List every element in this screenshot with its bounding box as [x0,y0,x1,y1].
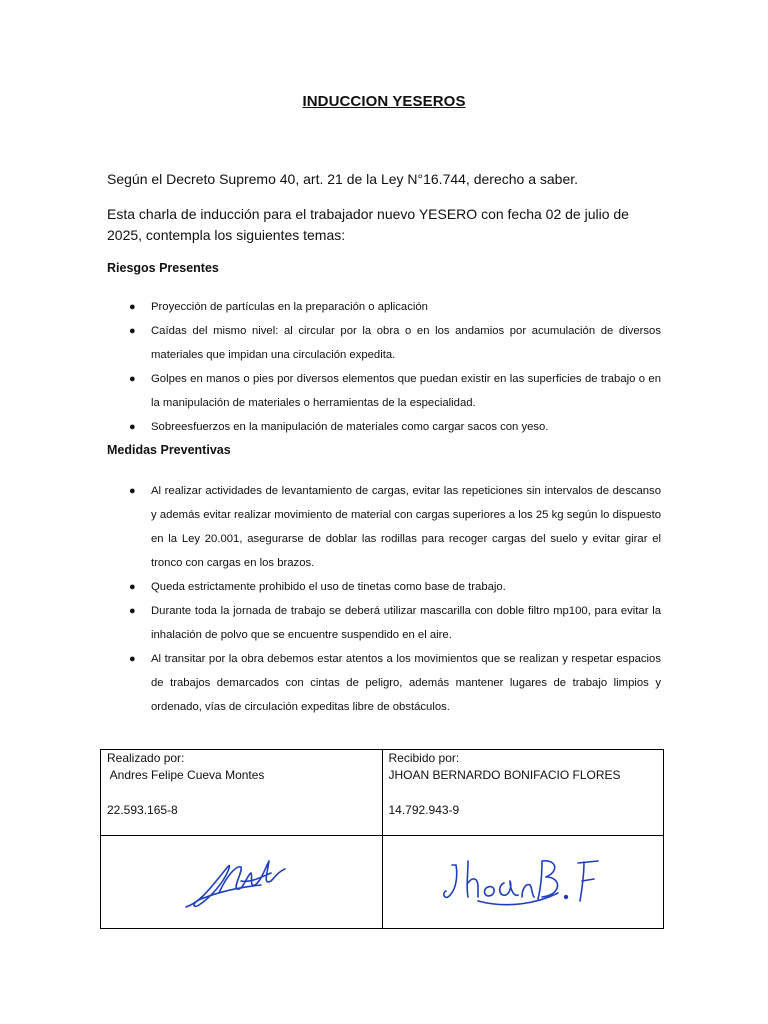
list-item-text: Proyección de partículas en la preparación o aplicación [151,301,428,313]
bullet-icon: ● [129,301,136,313]
recibido-rut: 14.792.943-9 [388,803,460,817]
charla-paragraph: Esta charla de inducción para el trabajador nuevo YESERO con fecha 02 de julio de 2025, contempla los siguientes temas: [107,206,629,243]
medidas-list [107,479,661,719]
realizado-cell [101,750,383,836]
list-item-text: Queda estrictamente prohibido el uso de tinetas como base de trabajo. [151,581,506,593]
list-item-text: Golpes en manos o pies por diversos elementos que puedan existir en las superficies de trabajo o en la manipulación de materiales o herramientas de la especialidad. [151,373,661,409]
recibido-name: JHOAN BERNARDO BONIFACIO FLORES [388,768,621,782]
recibido-cell [382,750,664,836]
realizado-name: Andres Felipe Cueva Montes [107,768,265,782]
bullet-icon: ● [129,373,136,385]
recibido-signature-cell [382,836,664,929]
bullet-icon: ● [129,653,136,665]
list-item-text: Durante toda la jornada de trabajo se deberá utilizar mascarilla con doble filtro mp100, para evitar la inhalación de polvo que se encuentre suspendido en el aire. [151,605,661,641]
bullet-icon: ● [129,605,136,617]
riesgos-list [107,295,661,439]
recibido-signature [438,847,608,917]
realizado-signature-cell [101,836,383,929]
list-item [107,367,661,415]
realizado-label: Realizado por: [107,751,185,765]
intro-paragraph: Según el Decreto Supremo 40, art. 21 de la Ley N°16.744, derecho a saber. [107,171,579,187]
list-item [107,575,661,599]
signature-table [100,749,664,929]
list-item [107,599,661,647]
list-item-text: Al realizar actividades de levantamiento de cargas, evitar las repeticiones sin intervalos de descanso y además evitar realizar movimiento de material con cargas superiores a los 25 kg según lo dispuesto en la Ley 20.001, asegurarse de doblar las rodillas para recoger cargas del suelo y evitar girar el tronco con cargas en los brazos. [151,485,661,569]
list-item-text: Caídas del mismo nivel: al circular por la obra o en los andamios por acumulación de diversos materiales que impidan una circulación expedita. [151,325,661,361]
list-item [107,319,661,367]
realizado-signature [181,847,301,917]
list-item-text: Sobreesfuerzos en la manipulación de materiales como cargar sacos con yeso. [151,421,549,433]
bullet-icon: ● [129,421,136,433]
bullet-icon: ● [129,325,136,337]
bullet-icon: ● [129,485,136,497]
list-item [107,415,661,439]
bullet-icon: ● [129,581,136,593]
list-item [107,295,661,319]
list-item [107,479,661,575]
document-title: INDUCCION YESEROS [302,93,466,110]
realizado-rut: 22.593.165-8 [107,803,178,817]
medidas-heading: Medidas Preventivas [107,443,231,457]
riesgos-heading: Riesgos Presentes [107,261,219,275]
recibido-label: Recibido por: [388,751,460,765]
list-item [107,647,661,719]
list-item-text: Al transitar por la obra debemos estar atentos a los movimientos que se realizan y respetar espacios de trabajos demarcados con cintas de peligro, además mantener lugares de trabajo limpios y ordenado, vías de circulación expeditas libre de obstáculos. [151,653,661,713]
